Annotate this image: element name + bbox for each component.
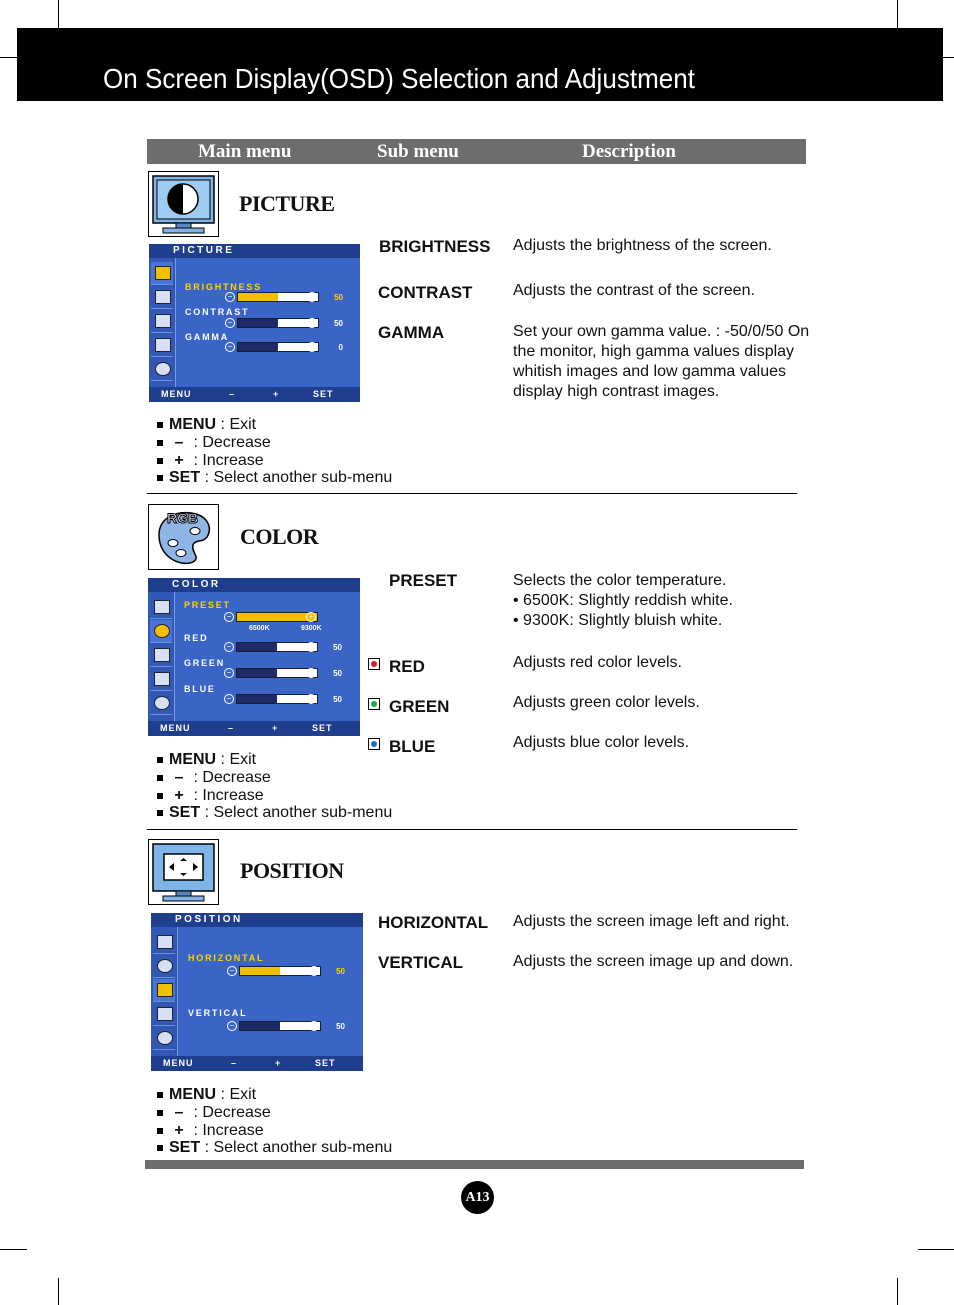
osd-slider-fill — [238, 293, 278, 301]
section-divider — [147, 829, 797, 830]
osd-horizontal-label: HORIZONTAL — [188, 953, 265, 963]
column-sub-menu: Sub menu — [377, 141, 459, 162]
osd-plus-label: + — [272, 723, 279, 733]
legend-set: SET : Select another sub-menu — [157, 469, 392, 487]
osd-set-label: SET — [313, 389, 334, 399]
color-osd-screenshot — [148, 578, 360, 736]
desc-blue: Adjusts blue color levels. — [513, 734, 690, 751]
position-section-title: POSITION — [240, 858, 344, 883]
legend-set: SET : Select another sub-menu — [157, 804, 392, 822]
osd-minus-icon: − — [225, 342, 235, 352]
osd-minus-label: – — [228, 723, 235, 733]
osd-gamma-value: 0 — [338, 343, 343, 352]
osd-brightness-value: 50 — [334, 293, 343, 302]
picture-icon — [148, 171, 219, 237]
osd-minus-icon: − — [224, 642, 234, 652]
osd-preset-label: PRESET — [184, 600, 231, 610]
osd-preset-9300k: 9300K — [301, 625, 322, 632]
osd-title: PICTURE — [173, 245, 235, 256]
crop-mark — [0, 1249, 27, 1250]
osd-plus-icon: + — [306, 642, 316, 652]
osd-plus-icon: + — [306, 668, 316, 678]
desc-red: Adjusts red color levels. — [513, 654, 682, 671]
color-section-title: COLOR — [240, 524, 319, 549]
legend-set: SET : Select another sub-menu — [157, 1139, 392, 1157]
crop-mark — [897, 1278, 898, 1305]
column-main-menu: Main menu — [198, 141, 292, 162]
osd-horizontal-value: 50 — [336, 967, 345, 976]
osd-menu-label: MENU — [160, 723, 191, 733]
legend-decrease: – : Decrease — [157, 434, 271, 452]
legend-menu: MENU : Exit — [157, 751, 256, 769]
picture-osd-screenshot — [149, 244, 360, 402]
osd-bottom-bar — [149, 387, 360, 402]
rgb-icon-text: RGB — [167, 510, 199, 526]
osd-gamma-label: GAMMA — [185, 332, 229, 342]
osd-set-label: SET — [312, 723, 333, 733]
green-dot-icon — [368, 698, 380, 710]
desc-brightness: Adjusts the brightness of the screen. — [513, 237, 772, 254]
osd-title: POSITION — [175, 914, 243, 925]
osd-slider-fill — [237, 669, 277, 677]
osd-title: COLOR — [172, 579, 221, 590]
section-divider — [147, 493, 797, 494]
crop-mark — [943, 57, 954, 58]
legend-menu: MENU : Exit — [157, 1086, 256, 1104]
desc-gamma: Set your own gamma value. : -50/0/50 On the monitor, high gamma values display whitish images and low gamma values display high contrast images. — [513, 323, 810, 400]
osd-plus-icon: + — [306, 612, 316, 622]
crop-mark — [918, 1249, 954, 1250]
desc-green: Adjusts green color levels. — [513, 694, 700, 711]
osd-minus-icon: − — [227, 1021, 237, 1031]
color-palette-icon — [148, 504, 219, 570]
osd-slider-fill — [238, 319, 278, 327]
column-header-bar — [147, 139, 806, 164]
osd-brightness-label: BRIGHTNESS — [185, 282, 263, 292]
picture-section-title: PICTURE — [239, 191, 335, 216]
footer-bar — [145, 1160, 804, 1169]
desc-preset: Selects the color temperature. • 6500K: Slightly reddish white. • 9300K: Slightly bluish white. — [513, 572, 733, 629]
column-description: Description — [582, 141, 676, 162]
osd-blue-label: BLUE — [184, 684, 216, 694]
osd-bottom-bar — [148, 721, 360, 736]
page-number: A13 — [461, 1181, 494, 1214]
submenu-blue: BLUE — [389, 737, 436, 756]
osd-slider-fill — [240, 967, 280, 975]
osd-contrast-label: CONTRAST — [185, 307, 250, 317]
osd-red-value: 50 — [333, 643, 342, 652]
osd-vertical-label: VERTICAL — [188, 1008, 248, 1018]
osd-contrast-value: 50 — [334, 319, 343, 328]
osd-plus-icon: + — [307, 342, 317, 352]
osd-slider-fill — [237, 643, 277, 651]
osd-vertical-value: 50 — [336, 1022, 345, 1031]
osd-minus-icon: − — [224, 694, 234, 704]
submenu-brightness: BRIGHTNESS — [379, 237, 491, 256]
osd-minus-icon: − — [225, 318, 235, 328]
page-title: On Screen Display(OSD) Selection and Adjustment — [103, 63, 695, 94]
submenu-red: RED — [389, 657, 425, 676]
osd-minus-label: – — [231, 1058, 238, 1068]
submenu-gamma: GAMMA — [378, 323, 445, 342]
legend-increase: + : Increase — [157, 1122, 264, 1140]
osd-green-value: 50 — [333, 669, 342, 678]
osd-plus-icon: + — [309, 1021, 319, 1031]
osd-slider-fill — [237, 695, 277, 703]
crop-mark — [58, 0, 59, 28]
submenu-contrast: CONTRAST — [378, 283, 473, 302]
red-dot-icon — [368, 658, 380, 670]
crop-mark — [897, 0, 898, 28]
osd-plus-icon: + — [306, 694, 316, 704]
osd-minus-icon: − — [224, 668, 234, 678]
position-osd-screenshot — [151, 913, 363, 1071]
osd-minus-icon: − — [225, 292, 235, 302]
osd-preset-6500k: 6500K — [249, 625, 270, 632]
desc-vertical: Adjusts the screen image up and down. — [513, 953, 794, 970]
osd-blue-value: 50 — [333, 695, 342, 704]
legend-decrease: – : Decrease — [157, 769, 271, 787]
osd-menu-label: MENU — [161, 389, 192, 399]
osd-plus-icon: + — [309, 966, 319, 976]
desc-contrast: Adjusts the contrast of the screen. — [513, 282, 755, 299]
osd-menu-label: MENU — [163, 1058, 194, 1068]
osd-slider-fill — [238, 343, 278, 351]
crop-mark — [0, 57, 17, 58]
crop-mark — [58, 1278, 59, 1305]
osd-plus-icon: + — [307, 318, 317, 328]
legend-decrease: – : Decrease — [157, 1104, 271, 1122]
osd-minus-icon: − — [227, 966, 237, 976]
submenu-horizontal: HORIZONTAL — [378, 913, 489, 932]
osd-minus-icon: − — [224, 612, 234, 622]
desc-horizontal: Adjusts the screen image left and right. — [513, 913, 790, 930]
osd-bottom-bar — [151, 1056, 363, 1071]
submenu-preset: PRESET — [389, 571, 458, 590]
blue-dot-icon — [368, 738, 380, 750]
legend-menu: MENU : Exit — [157, 416, 256, 434]
osd-green-label: GREEN — [184, 658, 226, 668]
osd-set-label: SET — [315, 1058, 336, 1068]
submenu-vertical: VERTICAL — [378, 953, 463, 972]
submenu-green: GREEN — [389, 697, 450, 716]
legend-increase: + : Increase — [157, 787, 264, 805]
osd-red-label: RED — [184, 633, 209, 643]
osd-minus-label: – — [229, 389, 236, 399]
position-icon — [148, 839, 219, 905]
osd-plus-label: + — [275, 1058, 282, 1068]
legend-increase: + : Increase — [157, 452, 264, 470]
osd-plus-icon: + — [307, 292, 317, 302]
osd-plus-label: + — [273, 389, 280, 399]
osd-slider-fill — [240, 1022, 280, 1030]
